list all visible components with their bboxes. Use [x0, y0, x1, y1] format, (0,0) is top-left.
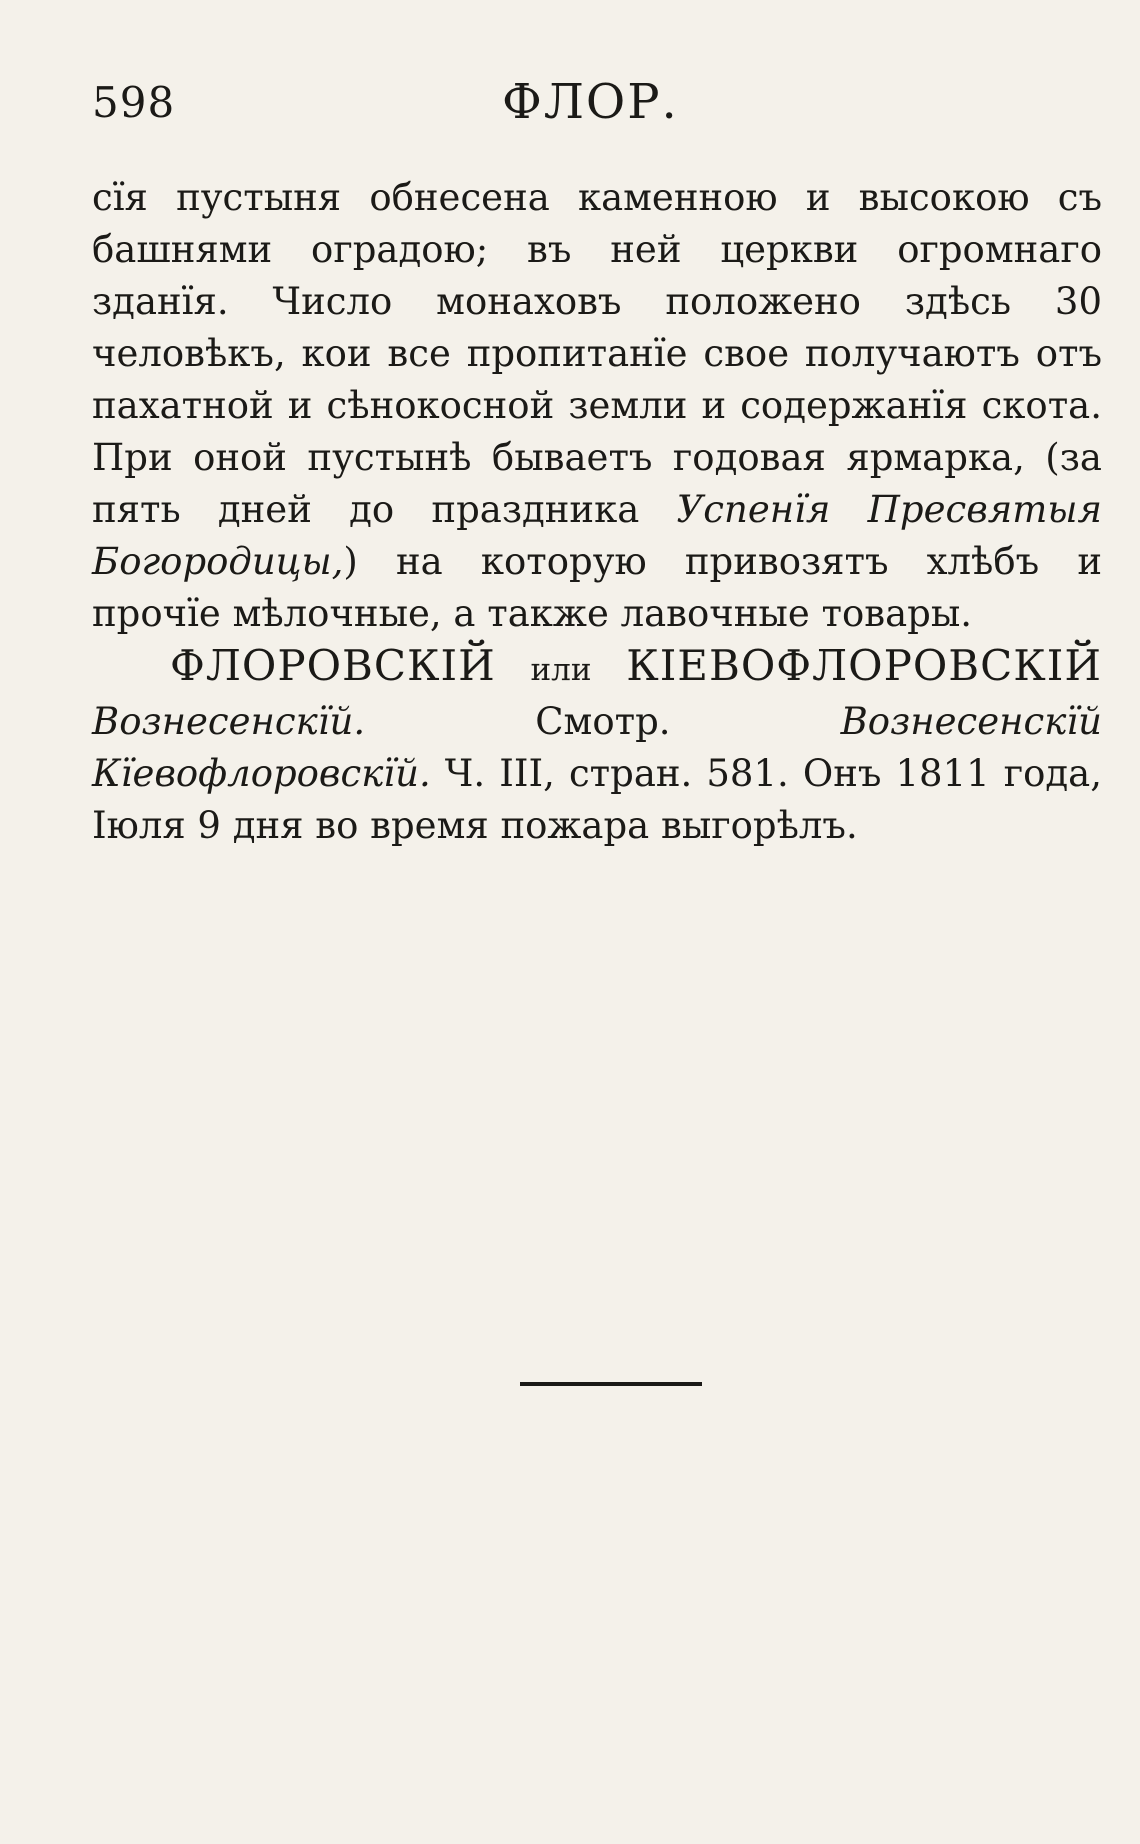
paragraph-2-italic-a: Вознесенскїй. — [92, 700, 366, 743]
paragraph-2-text-a: Смотр. — [365, 700, 841, 743]
entry-connector: или — [530, 652, 592, 688]
paragraph-2-text-b: Ч. III, стран. 581. Онъ 1811 года, Іюля 9 дня во время пожара выгорѣлъ. — [92, 752, 1102, 847]
paragraph-1-text-a: сїя пустыня обнесена каменною и высокою съ башнями оградою; въ ней церкви огромнаго зданїя. Число монаховъ положено здѣсь 30 человѣкъ, кои все пропитанїе свое получаютъ отъ пахатной и сѣнокосной земли и содержанїя скота. При оной пустынѣ бываетъ годовая ярмарка, (за пять дней до праздника — [92, 176, 1102, 531]
paragraph-2 — [92, 640, 1102, 852]
paragraph-1 — [92, 172, 1102, 640]
section-end-rule — [520, 1382, 702, 1386]
body-text — [92, 172, 1102, 852]
entry-heading-b: КІЕВОФЛОРОВСКІЙ — [626, 641, 1103, 690]
entry-heading-a: ФЛОРОВСКІЙ — [170, 641, 496, 690]
running-head: ФЛОР. — [502, 74, 679, 130]
paragraph-1-text-b: ) на которую привозятъ хлѣбъ и прочїе мѣлочные, а также лавочные товары. — [92, 540, 1102, 635]
paragraph-1-italic-feast: Успенїя Пресвятыя Богородицы, — [92, 488, 1102, 583]
page-header — [92, 70, 1102, 140]
page-number: 598 — [92, 78, 176, 127]
paragraph-2-italic-b: Вознесенскїй Кїевофлоровскїй. — [92, 700, 1102, 795]
